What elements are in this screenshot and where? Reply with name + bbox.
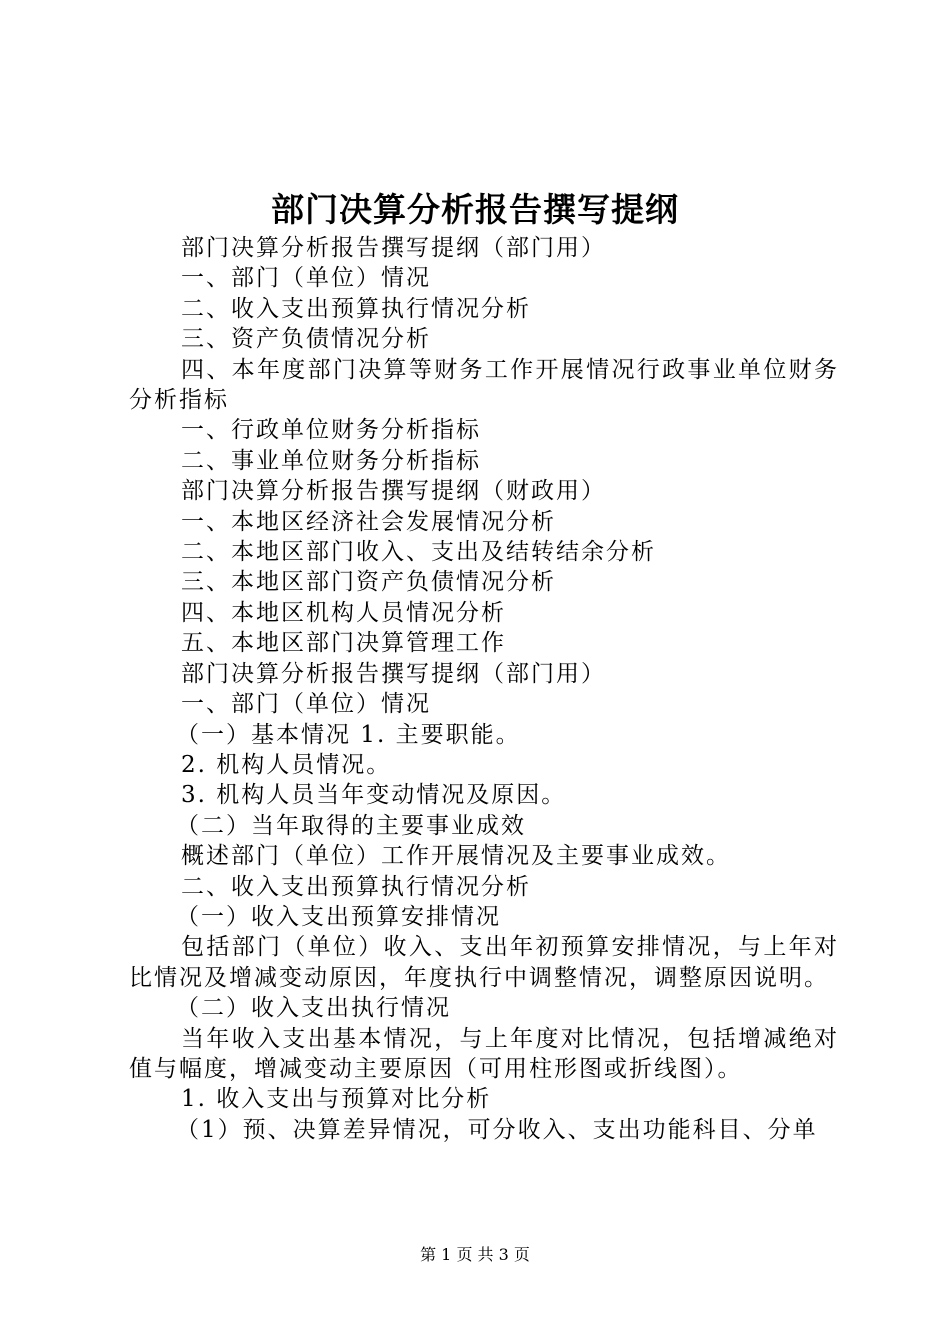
paragraph: 四、本年度部门决算等财务工作开展情况行政事业单位财务分析指标 [129, 356, 839, 414]
paragraph: 包括部门（单位）收入、支出年初预算安排情况，与上年对比情况及增减变动原因，年度执行中调整情况，调整原因说明。 [129, 934, 839, 991]
paragraph: （一）收入支出预算安排情况 [176, 903, 501, 930]
paragraph: （一）基本情况 1. 主要职能。 [176, 721, 521, 748]
paragraph: （二）当年取得的主要事业成效 [176, 812, 526, 839]
paragraph: 一、部门（单位）情况 [181, 691, 431, 718]
paragraph: 五、本地区部门决算管理工作 [181, 630, 506, 657]
paragraph: 二、收入支出预算执行情况分析 [181, 873, 531, 900]
paragraph: （1）预、决算差异情况，可分收入、支出功能科目、分单 [176, 1116, 818, 1143]
paragraph: 概述部门（单位）工作开展情况及主要事业成效。 [181, 843, 731, 870]
paragraph: 部门决算分析报告撰写提纲（财政用） [181, 478, 606, 505]
paragraph: 1. 收入支出与预算对比分析 [181, 1086, 492, 1113]
paragraph: 3. 机构人员当年变动情况及原因。 [181, 782, 567, 809]
page-title: 部门决算分析报告撰写提纲 [271, 190, 679, 229]
paragraph: 四、本地区机构人员情况分析 [181, 599, 506, 626]
paragraph: 二、本地区部门收入、支出及结转结余分析 [181, 539, 656, 566]
paragraph: 一、本地区经济社会发展情况分析 [181, 508, 556, 535]
paragraph: 一、行政单位财务分析指标 [181, 417, 481, 444]
page-footer: 第 1 页 共 3 页 [420, 1245, 530, 1264]
paragraph: 部门决算分析报告撰写提纲（部门用） [181, 235, 606, 261]
paragraph: 二、收入支出预算执行情况分析 [181, 295, 531, 322]
paragraph: 二、事业单位财务分析指标 [181, 447, 481, 474]
paragraph: 部门决算分析报告撰写提纲（部门用） [181, 660, 606, 687]
paragraph: （二）收入支出执行情况 [176, 995, 451, 1022]
paragraph: 2. 机构人员情况。 [181, 751, 392, 778]
paragraph: 一、部门（单位）情况 [181, 265, 431, 292]
document-body [129, 233, 839, 1145]
paragraph: 三、本地区部门资产负债情况分析 [181, 569, 556, 596]
paragraph: 三、资产负债情况分析 [181, 326, 431, 353]
paragraph: 当年收入支出基本情况，与上年度对比情况，包括增减绝对值与幅度，增减变动主要原因（可用柱形图或折线图）。 [129, 1025, 839, 1082]
